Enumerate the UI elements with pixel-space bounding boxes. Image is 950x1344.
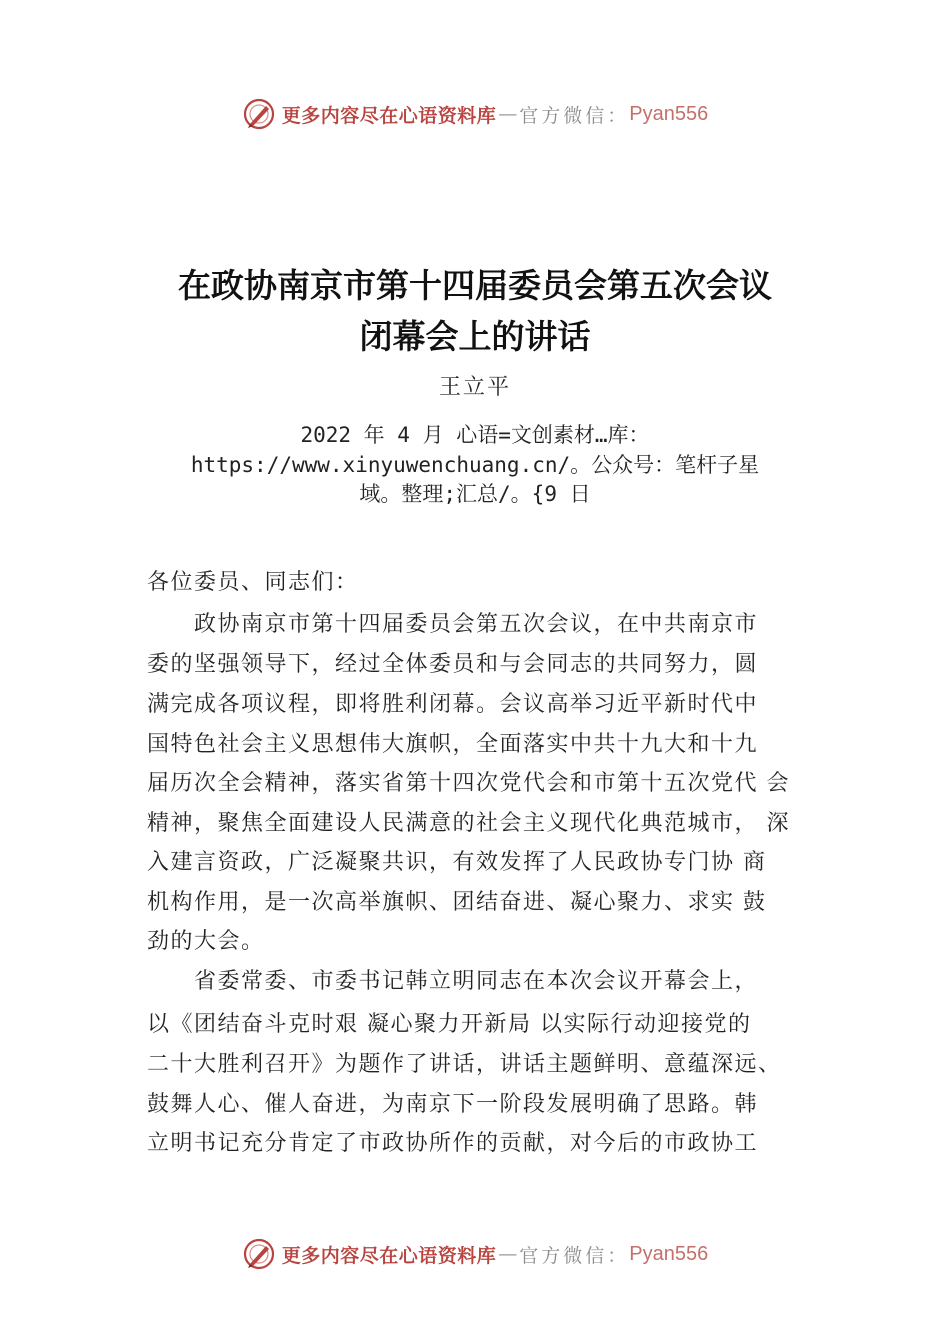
banner-title: 更多内容尽在心语资料库 [281, 104, 497, 127]
body-line: 政协南京市第十四届委员会第五次会议，在中共南京市 [147, 612, 759, 637]
body-line: 满完成各项议程，即将胜利闭幕。会议高举习近平新时代中 [147, 692, 759, 717]
dateline-line-2: https://www.xinyuwenchuang.cn/。公众号：笔杆子星 [190, 453, 760, 477]
body-line: 省委常委、市委书记韩立明同志在本次会议开幕会上， [147, 969, 759, 994]
document-title-line-1: 在政协南京市第十四届委员会第五次会议 [178, 266, 772, 305]
dateline-line-3: 域。整理;汇总/。{9 日 [359, 482, 591, 506]
dateline-line-1: 2022 年 4 月 心语=文创素材…库： [300, 423, 650, 447]
pen-logo-icon [242, 1237, 276, 1271]
footer-banner [0, 1232, 950, 1276]
header-banner [0, 92, 950, 136]
body-line: 劲的大会。 [147, 929, 265, 954]
body-line: 鼓舞人心、催人奋进，为南京下一阶段发展明确了思路。韩 [147, 1092, 759, 1117]
salutation: 各位委员、同志们： [147, 570, 359, 595]
banner-wechat-label: 官方微信： [519, 1244, 630, 1267]
pen-logo-icon [242, 97, 276, 131]
body-line: 委的坚强领导下，经过全体委员和与会同志的共同努力，圆 [147, 652, 759, 677]
body-line: 二十大胜利召开》为题作了讲话，讲话主题鲜明、意蕴深远、 [147, 1052, 782, 1077]
body-line: 国特色社会主义思想伟大旗帜，全面落实中共十九大和十九 [147, 732, 759, 757]
body-line: 以《团结奋斗克时艰 凝心聚力开新局 以实际行动迎接党的 [147, 1012, 752, 1037]
banner-wechat-id: Pyan556 [629, 1242, 709, 1265]
body-line: 立明书记充分肯定了市政协所作的贡献，对今后的市政协工 [147, 1131, 759, 1156]
body-line: 入建言资政，广泛凝聚共识，有效发挥了人民政协专门协 商 [147, 850, 767, 875]
body-line: 届历次全会精神，落实省第十四次党代会和市第十五次党代 会 [147, 771, 790, 796]
banner-title: 更多内容尽在心语资料库 [281, 1244, 497, 1267]
document-title-line-2: 闭幕会上的讲话 [359, 317, 591, 356]
author: 王立平 [438, 375, 511, 400]
body-line: 精神，聚焦全面建设人民满意的社会主义现代化典范城市， 深 [147, 811, 790, 836]
banner-dash: — [498, 1243, 518, 1265]
body-line: 机构作用，是一次高举旗帜、团结奋进、凝心聚力、求实 鼓 [147, 890, 767, 915]
banner-wechat-label: 官方微信： [519, 104, 630, 127]
banner-wechat-id: Pyan556 [629, 102, 709, 125]
banner-dash: — [498, 103, 518, 125]
